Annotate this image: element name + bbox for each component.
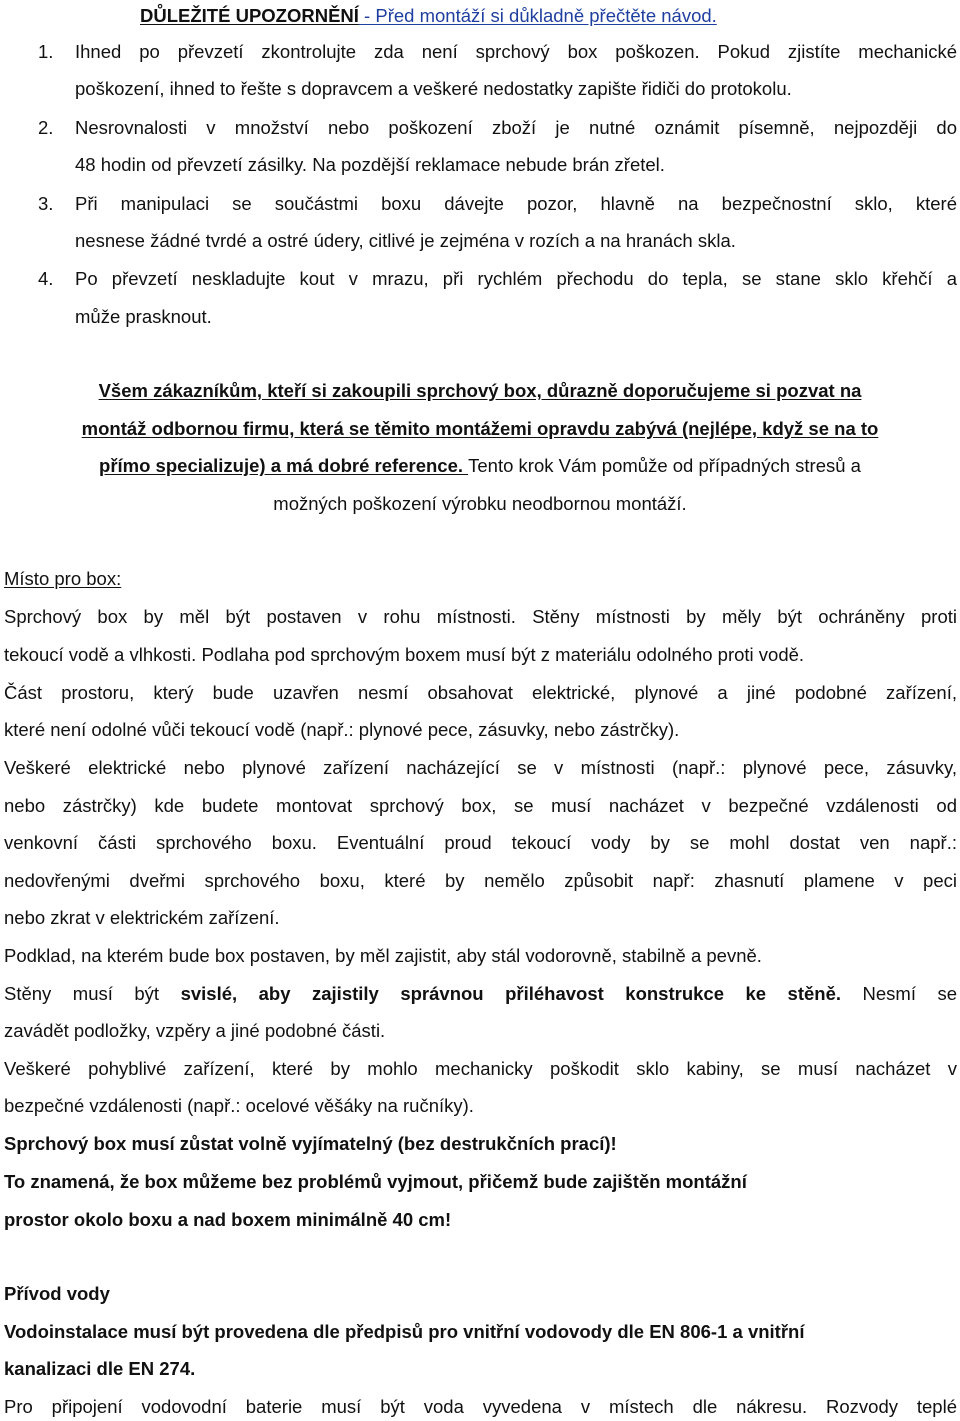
list-item-text: poškození, ihned to řešte s dopravcem a veškeré nedostatky zapište řidiči do protokolu. bbox=[75, 78, 792, 99]
paragraph-line: Část prostoru, který bude uzavřen nesmí obsahovat elektrické, plynové a jiné podobné zařízení, bbox=[4, 682, 957, 703]
emphasis-line: kanalizaci dle EN 274. bbox=[4, 1358, 196, 1379]
recommendation-normal-part: Tento krok Vám pomůže od případných stresů a bbox=[468, 455, 861, 476]
list-item-text: nesnese žádné tvrdé a ostré údery, citlivé je zejména v rozích a na hranách skla. bbox=[75, 230, 736, 251]
list-number: 1. bbox=[38, 41, 54, 62]
paragraph-line: Sprchový box by měl být postaven v rohu místnosti. Stěny místnosti by měly být ochráněny proti bbox=[4, 606, 957, 627]
recommendation-line: montáž odbornou firmu, která se těmito montážemi opravdu zabývá (nejlépe, když se na to bbox=[81, 418, 879, 439]
paragraph-line bbox=[4, 982, 957, 1006]
paragraph-line: zavádět podložky, vzpěry a jiné podobné části. bbox=[4, 1020, 386, 1041]
paragraph-line: které není odolné vůči tekoucí vodě (např.: plynové pece, zásuvky, nebo zástrčky). bbox=[4, 719, 680, 740]
text-part: Stěny musí být bbox=[4, 983, 181, 1004]
list-item-text: Po převzetí neskladujte kout v mrazu, při rychlém přechodu do tepla, se stane sklo křehčí a bbox=[75, 268, 957, 289]
list-item-text: Ihned po převzetí zkontrolujte zda není sprchový box poškozen. Pokud zjistíte mechanické bbox=[75, 41, 957, 62]
emphasis-line: Vodoinstalace musí být provedena dle předpisů pro vnitřní vodovody dle EN 806-1 a vnitřní bbox=[4, 1321, 805, 1342]
section-heading: Přívod vody bbox=[4, 1283, 110, 1304]
text-part: Nesmí se bbox=[841, 983, 957, 1004]
recommendation-line bbox=[0, 454, 960, 478]
emphasis-text: svislé, aby zajistily správnou přiléhavost konstrukce ke stěně. bbox=[180, 983, 842, 1004]
emphasis-line: prostor okolo boxu a nad boxem minimálně 40 cm! bbox=[4, 1209, 452, 1230]
paragraph-line: Veškeré pohyblivé zařízení, které by mohlo mechanicky poškodit sklo kabiny, se musí nacházet v bbox=[4, 1058, 957, 1079]
recommendation-line: Všem zákazníkům, kteří si zakoupili sprchový box, důrazně doporučujeme si pozvat na bbox=[98, 380, 862, 401]
paragraph-line: nebo zkrat v elektrickém zařízení. bbox=[4, 907, 280, 928]
list-item-text: Nesrovnalosti v množství nebo poškození zboží je nutné oznámit písemně, nejpozději do bbox=[75, 117, 957, 138]
paragraph-line: Veškeré elektrické nebo plynové zařízení nacházející se v místnosti (např.: plynové pece, zásuvky, bbox=[4, 757, 957, 778]
list-number: 3. bbox=[38, 193, 54, 214]
paragraph-line: nedovřenými dveřmi sprchového boxu, které by nemělo způsobit např: zhasnutí plamene v peci bbox=[4, 870, 957, 891]
recommendation-line: možných poškození výrobku neodbornou montáží. bbox=[273, 493, 687, 514]
section-heading: Místo pro box: bbox=[4, 568, 122, 589]
emphasis-line: To znamená, že box můžeme bez problémů vyjmout, přičemž bude zajištěn montážní bbox=[4, 1171, 747, 1192]
paragraph-line: nebo zástrčky) kde budete montovat sprchový box, se musí nacházet v bezpečné vzdálenosti od bbox=[4, 795, 957, 816]
list-item-text: Při manipulaci se součástmi boxu dávejte pozor, hlavně na bezpečnostní sklo, které bbox=[75, 193, 957, 214]
recommendation-bold-part: přímo specializuje) a má dobré reference. bbox=[99, 455, 469, 476]
paragraph-line: venkovní části sprchového boxu. Eventuální proud tekoucí vody by se mohl dostat ven např.: bbox=[4, 832, 957, 853]
paragraph-line: tekoucí vodě a vlhkosti. Podlaha pod sprchovým boxem musí být z materiálu odolného proti vodě. bbox=[4, 644, 805, 665]
paragraph-line: Pro připojení vodovodní baterie musí být voda vyvedena v místech dle nákresu. Rozvody teplé bbox=[4, 1396, 957, 1417]
list-item-text: 48 hodin od převzetí zásilky. Na pozdější reklamace nebude brán zřetel. bbox=[75, 154, 665, 175]
title-warning: DŮLEŽITÉ UPOZORNĚNÍ bbox=[140, 5, 359, 26]
page-title bbox=[140, 4, 717, 28]
emphasis-line: Sprchový box musí zůstat volně vyjímatelný (bez destrukčních prací)! bbox=[4, 1133, 617, 1154]
list-number: 4. bbox=[38, 268, 54, 289]
list-item-text: může prasknout. bbox=[75, 306, 212, 327]
paragraph-line: Podklad, na kterém bude box postaven, by měl zajistit, aby stál vodorovně, stabilně a pevně. bbox=[4, 945, 762, 966]
paragraph-line: bezpečné vzdálenosti (např.: ocelové věšáky na ručníky). bbox=[4, 1095, 474, 1116]
list-number: 2. bbox=[38, 117, 54, 138]
title-subtitle: - Před montáží si důkladně přečtěte návod. bbox=[358, 5, 717, 26]
